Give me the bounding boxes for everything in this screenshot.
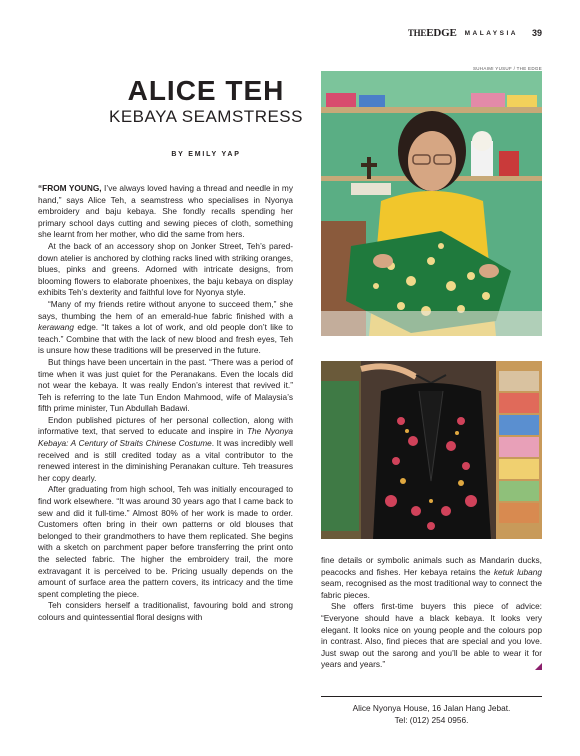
contact-phone: Tel: (012) 254 0956. [394, 715, 469, 725]
contact-divider [321, 696, 542, 697]
byline: BY EMILY YAP [171, 151, 241, 158]
masthead-brand [408, 27, 457, 39]
end-mark-icon [535, 663, 542, 670]
paragraph-3-text-a: “Many of my friends retire without anyone to succeed them,” she says, thumbing the hem of an emerald-hue fabric finished with a [38, 298, 293, 321]
paragraph-2: At the back of an accessory shop on Jonker Street, Teh’s pared-down atelier is anchored by clothing racks lined with striking oranges, blues, pinks and greens. Adorned with intricate designs, from blooming flowers to elaborate phoenixes, the baju kebaya on display exhibits Teh’s dexterity and faithful love for Nyonya style. [38, 240, 293, 298]
paragraph-7-cont-italic: ketuk lubang [493, 566, 542, 577]
paragraph-7: Teh considers herself a traditionalist, favouring bold and strong colours and quintessential floral designs with [38, 600, 293, 622]
paragraph-5-text-a: Endon published pictures of her personal collection, along with informative text, that served to educate and inspire in [38, 414, 293, 437]
photo-black-kebaya [321, 361, 542, 539]
paragraph-1 [38, 183, 293, 241]
paragraph-1-text: I’ve always loved having a thread and needle in my hand,” says Alice Teh, a seamstress who specialises in Nyonya embroidery and baju kebaya. She fondly recalls spending her primary school days cutting and sewing pieces of cloth, something she learnt from her mother, who did the same from hers. [38, 183, 293, 240]
paragraph-7-cont-text-a: fine details or symbolic animals such as Mandarin ducks, peacocks and fishes. Her kebaya retains the [321, 555, 542, 577]
paragraph-5-text-b: . It was incredibly well received and is still credited today as a vital contributor to the renewed interest in the diminishing Peranakan culture. Teh treasures her copy dearly. [38, 438, 293, 483]
article-subtitle: KEBAYA SEAMSTRESS [109, 107, 303, 126]
lead-in: “FROM YOUNG, [38, 183, 102, 193]
photo-black-kebaya-illustration [321, 361, 542, 539]
article-body-left-column [38, 183, 293, 624]
masthead [408, 26, 542, 40]
photo-seamstress [321, 71, 542, 336]
book-title: The Nyonya Kebaya: A Century of Straits Chinese Costume [38, 426, 294, 449]
paragraph-3-text-b: edge. “It takes a lot of work, and old people don’t like to teach.” Combine that with the lack of new blood and fresh eyes, Teh is unsure how these traditions will be preserved in the future. [38, 322, 293, 356]
paragraph-3-italic: kerawang [38, 322, 74, 333]
photo-seamstress-illustration [321, 71, 542, 336]
article-title: ALICE TEH [127, 75, 285, 106]
page-number: 39 [531, 28, 542, 38]
paragraph-8 [321, 601, 542, 671]
paragraph-7-cont-text-b: seam, recognised as the most traditional way to connect the fabric pieces. [321, 578, 542, 600]
brand-the: THE [407, 28, 427, 38]
contact-info [321, 702, 542, 726]
paragraph-7-continued [321, 555, 542, 601]
photo-credit: SUHAIMI YUSUF / THE EDGE [472, 66, 542, 71]
paragraph-6: After graduating from high school, Teh was initially encouraged to find work elsewhere. “It was around 30 years ago that I came back to sew and did it full-time.” Almost 80% of her work is made to order. Customers often bring in their own patterns or old blouses that belonged to their grandmothers to have them replicated. She begins with a sketch on parchment paper before transferring the print onto the selected fabric. The higher the embroidery trail, the more extravagant it is perceived to be. Pricing usually depends on the amount of surface area the pattern covers, its intricacy and the time spent completing the piece. [38, 484, 293, 599]
contact-address: Alice Nyonya House, 16 Jalan Hang Jebat. [352, 703, 511, 713]
masthead-region: MALAYSIA [464, 29, 518, 37]
article-body-right-column [321, 555, 542, 671]
paragraph-8-text: She offers first-time buyers this piece of advice: “Everyone should have a black kebaya. It looks very elegant. It looks nice on young people and the colours pop in contrast. Also, find pieces that are special and you love. Just swap out the sarong and you’ll be able to wear it for years and years.” [321, 601, 542, 670]
paragraph-5 [38, 415, 293, 485]
paragraph-3 [38, 299, 293, 357]
brand-edge: EDGE [426, 27, 457, 39]
paragraph-4: But things have been uncertain in the past. “There was a period of time when it was just quiet for the Peranakans. Even the locals did not wear the kebaya. It was really Endon’s interest that revived it.” Teh is referring to the late Tun Endon Mahmood, wife of Malaysia’s fifth prime minister, Tun Abdullah Badawi. [38, 356, 293, 414]
